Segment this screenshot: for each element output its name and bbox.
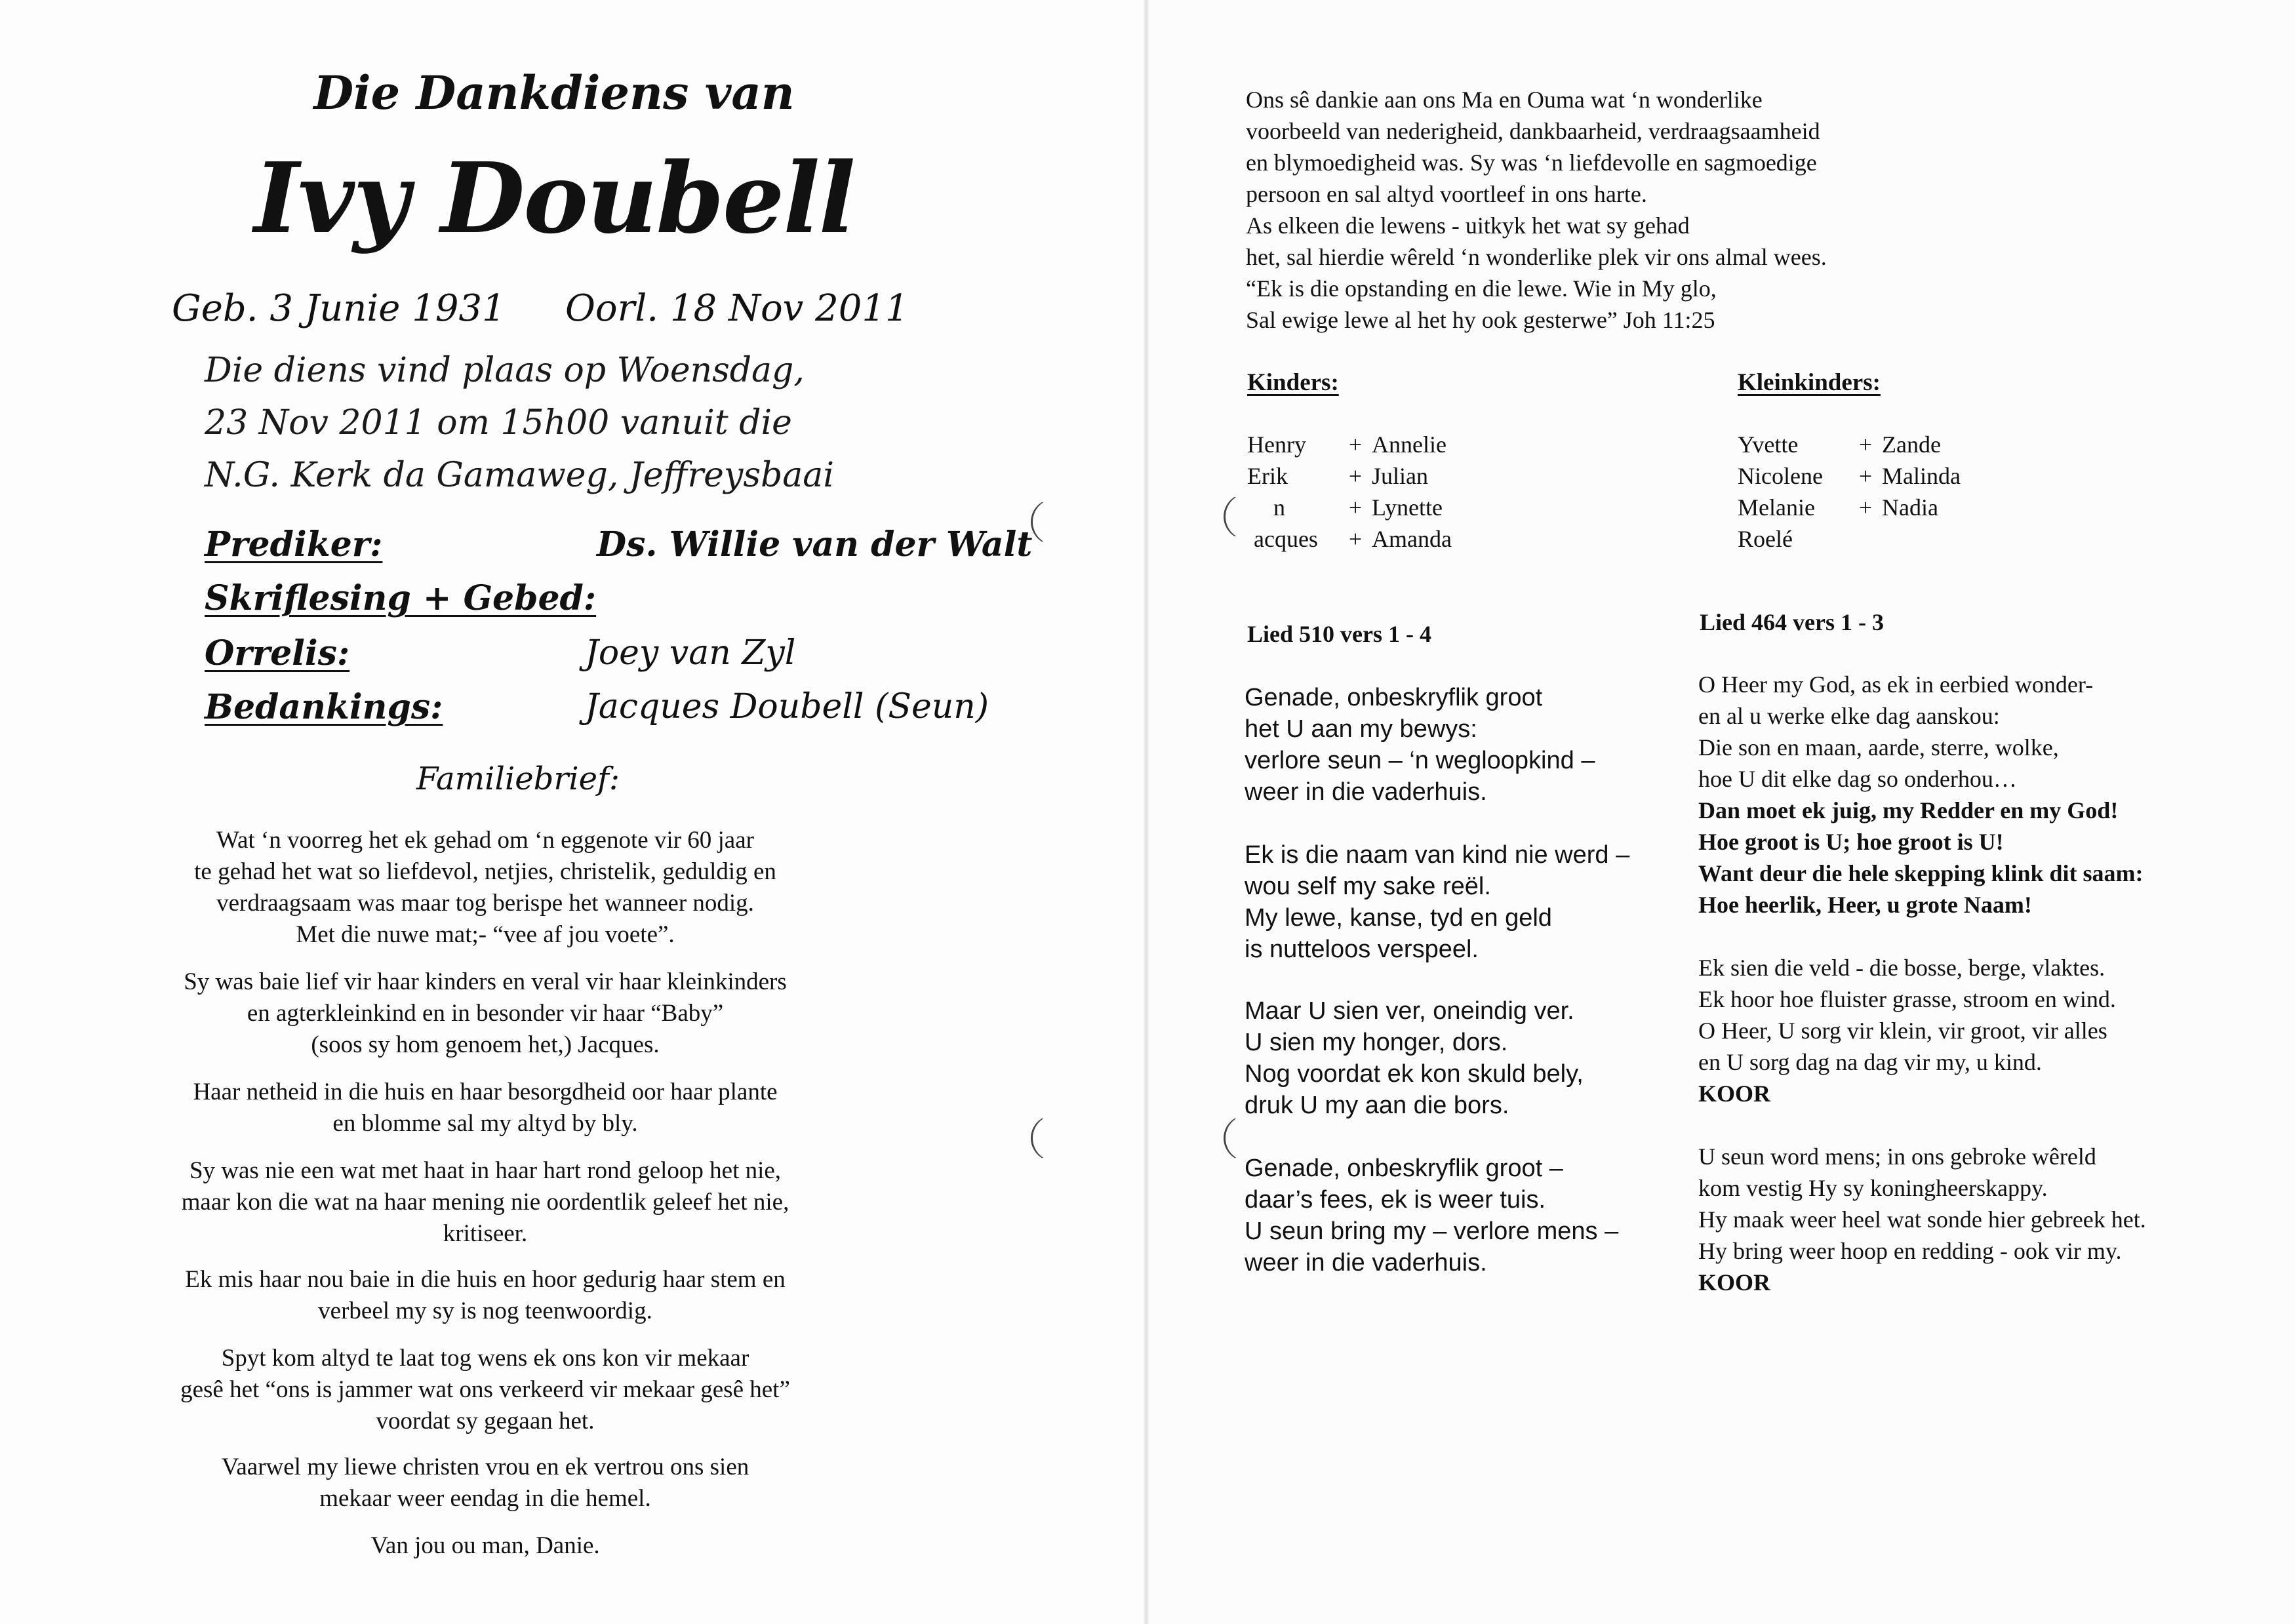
letter-line: gesê het “ons is jammer wat ons verkeerd vir mekaar gesê het” (180, 1376, 790, 1403)
page-fold (1144, 0, 1149, 1624)
letter-line: voordat sy gegaan het. (376, 1408, 595, 1435)
role-value-orrelis: Joey van Zyl (585, 633, 796, 673)
verse-line: U seun bring my – verlore mens – (1245, 1218, 1619, 1245)
verse-line: Hoe heerlik, Heer, u grote Naam! (1698, 892, 2032, 918)
thanks-line: het, sal hierdie wêreld ‘n wonderlike plek vir ons almal wees. (1246, 244, 1827, 270)
letter-line: maar kon die wat na haar mening nie oordentlik geleef het nie, (181, 1189, 789, 1216)
verse-line: en U sorg dag na dag vir my, u kind. (1698, 1049, 2042, 1075)
letter-line: en agterkleinkind en in besonder vir haar “Baby” (247, 1000, 724, 1027)
verse-line: Ek is die naam van kind nie werd – (1245, 841, 1630, 869)
verse-line: kom vestig Hy sy koningheerskappy. (1698, 1175, 2048, 1201)
song1-stanza-3 (1245, 995, 1584, 1121)
thanks-line: Sal ewige lewe al het hy ook gesterwe” Joh 11:25 (1246, 307, 1715, 333)
song2-verse-3 (1698, 1141, 2146, 1298)
letter-signoff (131, 1530, 839, 1562)
thanks-line: As elkeen die lewens - uitkyk het wat sy gehad (1246, 212, 1690, 239)
letter-paragraph-7 (131, 1452, 839, 1515)
song1-stanza-4 (1245, 1153, 1618, 1278)
letter-paragraph-1 (131, 825, 839, 951)
verse-line: weer in die vaderhuis. (1245, 1249, 1487, 1277)
list-item: acques + Amanda (1254, 526, 1452, 552)
verse-line: Ek sien die veld - die bosse, berge, vlaktes. (1698, 955, 2105, 981)
verse-line: weer in die vaderhuis. (1245, 778, 1487, 806)
letter-line: kritiseer. (443, 1220, 528, 1247)
list-item: Melanie + Nadia (1738, 494, 1938, 521)
verse-line: Ek hoor hoe fluister grasse, stroom en wind. (1698, 986, 2116, 1012)
verse-line: het U aan my bewys: (1245, 715, 1477, 743)
verse-line: My lewe, kanse, tyd en geld (1245, 904, 1552, 932)
verse-line: Hy bring weer hoop en redding - ook vir my. (1698, 1238, 2122, 1264)
list-item: n + Lynette (1273, 494, 1443, 521)
role-value-prediker: Ds. Willie van der Walt (597, 525, 1033, 564)
song2-verse-2 (1698, 952, 2116, 1109)
birth-date: Geb. 3 Junie 1931 (172, 287, 506, 330)
role-label-prediker: Prediker: (205, 525, 383, 564)
thanks-paragraph (1246, 84, 1827, 336)
verse-line: U seun word mens; in ons gebroke wêreld (1698, 1143, 2096, 1170)
role-label-skriflesing: Skriflesing + Gebed: (205, 578, 597, 618)
title-line: Die Dankdiens van (313, 66, 795, 120)
letter-paragraph-4 (131, 1155, 839, 1250)
thanks-line: Ons sê dankie aan ons Ma en Ouma wat ‘n wonderlike (1246, 87, 1763, 113)
letter-paragraph-6 (131, 1343, 839, 1437)
letter-line: Haar netheid in die huis en haar besorgdheid oor haar plante (193, 1079, 778, 1105)
thanks-line: voorbeeld van nederigheid, dankbaarheid, verdraagsaamheid (1246, 118, 1820, 144)
koor-label: KOOR (1698, 1080, 1771, 1107)
list-item: Henry + Annelie (1247, 431, 1447, 458)
verse-line: Hy maak weer heel wat sonde hier gebreek het. (1698, 1206, 2146, 1233)
letter-line: Met die nuwe mat;- “vee af jou voete”. (296, 921, 675, 948)
letter-paragraph-5 (131, 1264, 839, 1327)
song1-title: Lied 510 vers 1 - 4 (1247, 621, 1431, 647)
verse-line: U sien my honger, dors. (1245, 1029, 1508, 1056)
list-item: Roelé (1738, 526, 1793, 552)
letter-line: en blomme sal my altyd by bly. (332, 1110, 638, 1137)
verse-line: is nutteloos verspeel. (1245, 936, 1479, 963)
verse-line: Dan moet ek juig, my Redder en my God! (1698, 797, 2119, 823)
letter-line: Wat ‘n voorreg het ek gehad om ‘n eggenote vir 60 jaar (216, 827, 754, 854)
thanks-line: en blymoedigheid was. Sy was ‘n liefdevolle en sagmoedige (1246, 149, 1817, 176)
verse-line: druk U my aan die bors. (1245, 1092, 1509, 1119)
grandchildren-heading: Kleinkinders: (1738, 369, 1881, 396)
verse-line: O Heer my God, as ek in eerbied wonder- (1698, 671, 2094, 698)
deceased-name: Ivy Doubell (254, 141, 854, 255)
list-item: Erik + Julian (1247, 463, 1428, 489)
letter-paragraph-2 (131, 966, 839, 1061)
role-label-bedankings: Bedankings: (205, 687, 443, 727)
death-date: Oorl. 18 Nov 2011 (565, 287, 909, 330)
song2-chorus (1698, 795, 2144, 921)
verse-line: Want deur die hele skepping klink dit saam: (1698, 860, 2144, 886)
letter-line: Vaarwel my liewe christen vrou en ek vertrou ons sien (221, 1454, 749, 1480)
letter-line: verbeel my sy is nog teenwoordig. (318, 1297, 652, 1324)
thanks-line: persoon en sal altyd voortleef in ons harte. (1246, 181, 1647, 207)
family-letter-title: Familiebrief: (416, 761, 620, 797)
verse-line: Hoe groot is U; hoe groot is U! (1698, 829, 2004, 855)
letter-line: (soos sy hom genoem het,) Jacques. (311, 1031, 660, 1058)
role-value-bedankings: Jacques Doubell (Seun) (585, 687, 989, 726)
verse-line: daar’s fees, ek is weer tuis. (1245, 1186, 1546, 1214)
role-label-orrelis: Orrelis: (205, 633, 350, 673)
grandchildren-list (1738, 429, 1961, 555)
song2-title: Lied 464 vers 1 - 3 (1700, 609, 1884, 635)
letter-line: Sy was baie lief vir haar kinders en veral vir haar kleinkinders (184, 968, 787, 995)
verse-line: Die son en maan, aarde, sterre, wolke, (1698, 734, 2059, 761)
verse-line: verlore seun – ‘n wegloopkind – (1245, 747, 1595, 774)
verse-line: hoe U dit elke dag so onderhou… (1698, 766, 2017, 792)
song2-verse-1 (1698, 669, 2093, 795)
service-line-3: N.G. Kerk da Gamaweg, Jeffreysbaai (205, 456, 834, 495)
letter-line: Ek mis haar nou baie in die huis en hoor gedurig haar stem en (185, 1266, 786, 1293)
verse-line: Genade, onbeskryflik groot (1245, 684, 1543, 711)
list-item: Yvette + Zande (1738, 431, 1941, 458)
koor-label: KOOR (1698, 1269, 1771, 1296)
letter-line: mekaar weer eendag in die hemel. (319, 1485, 651, 1512)
verse-line: en al u werke elke dag aanskou: (1698, 703, 2000, 729)
verse-line: wou self my sake reël. (1245, 873, 1491, 900)
verse-line: O Heer, U sorg vir klein, vir groot, vir alles (1698, 1018, 2107, 1044)
letter-line: Sy was nie een wat met haat in haar hart rond geloop het nie, (189, 1157, 782, 1184)
verse-line: Nog voordat ek kon skuld bely, (1245, 1060, 1584, 1088)
service-line-2: 23 Nov 2011 om 15h00 vanuit die (205, 403, 792, 443)
letter-paragraph-3 (131, 1077, 839, 1139)
list-item: Nicolene + Malinda (1738, 463, 1961, 489)
letter-line: te gehad het wat so liefdevol, netjies, christelik, geduldig en (194, 858, 776, 885)
letter-line: Van jou ou man, Danie. (370, 1532, 600, 1559)
children-list (1247, 429, 1452, 555)
song1-stanza-2 (1245, 839, 1629, 965)
song1-stanza-1 (1245, 682, 1595, 808)
punch-hole-top (1031, 498, 1079, 545)
letter-line: verdraagsaam was maar tog berispe het wanneer nodig. (216, 890, 754, 917)
verse-line: Maar U sien ver, oneindig ver. (1245, 997, 1574, 1025)
service-line-1: Die diens vind plaas op Woensdag, (205, 351, 805, 390)
thanks-line: “Ek is die opstanding en die lewe. Wie in My glo, (1246, 275, 1717, 302)
verse-line: Genade, onbeskryflik groot – (1245, 1155, 1563, 1182)
punch-hole-bottom (1031, 1115, 1079, 1162)
children-heading: Kinders: (1247, 369, 1339, 396)
letter-line: Spyt kom altyd te laat tog wens ek ons kon vir mekaar (221, 1345, 749, 1372)
